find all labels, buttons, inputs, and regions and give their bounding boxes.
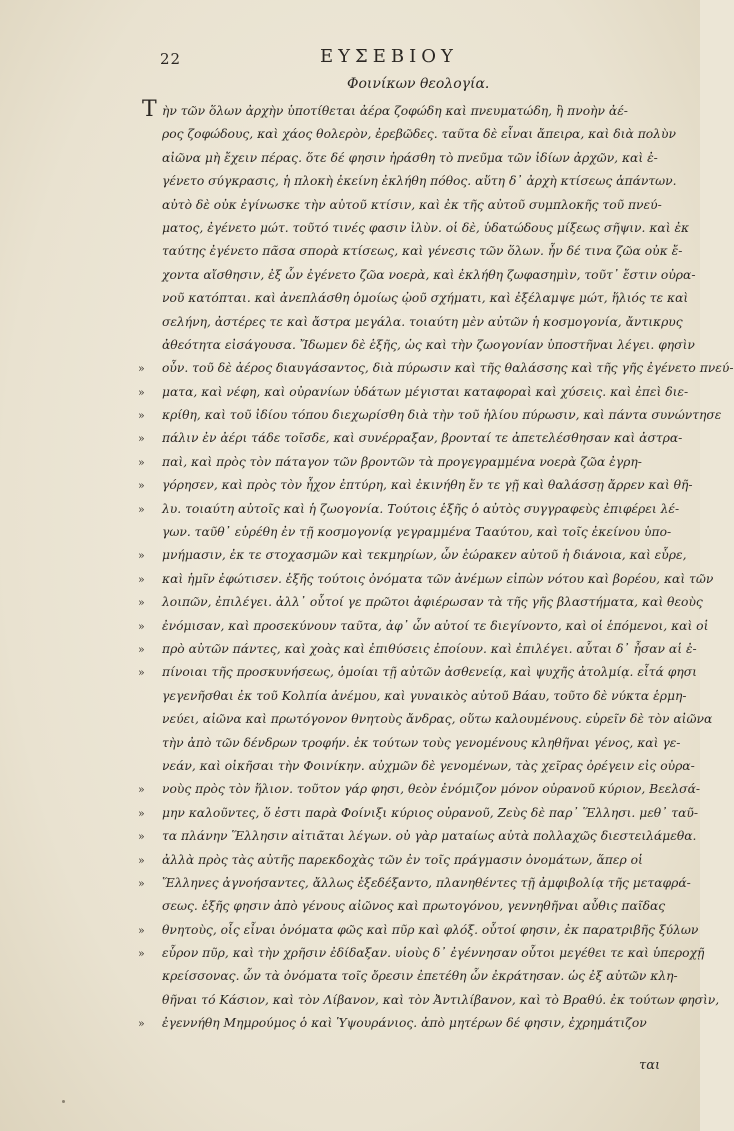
text-line: » οὖν. τοῦ δὲ ἀέρος διαυγάσαντος, διὰ πύρωσιν καὶ τῆς θαλάσσης καὶ τῆς γῆς ἐγένετο πνεύ- — [162, 357, 667, 380]
text-line: » λυ. τοιαύτη αὐτοῖς καὶ ἡ ζωογονία. Τούτοις ἑξῆς ὁ αὐτὸς συγγραφεὺς ἐπιφέρει λέ- — [162, 498, 667, 521]
text-line: ὴν τῶν ὅλων ἀρχὴν ὑποτίθεται ἀέρα ζοφώδη καὶ πνευματώδη, ἢ πνοὴν ἀέ- — [162, 104, 628, 118]
text-line: χοντα αἴσθησιν, ἐξ ὧν ἐγένετο ζῶα νοερὰ, καὶ ἐκλήθη ζωφασημὶν, τοῦτ᾽ ἔστιν οὐρα- — [162, 267, 696, 282]
text-line: » νοὺς πρὸς τὸν ἥλιον. τοῦτον γάρ φησι, θεὸν ἐνόμιζον μόνον οὐρανοῦ κύριον, Βεελσά- — [162, 778, 667, 801]
text-line: » ἐγεννήθη Μημρούμος ὁ καὶ Ὑψουράνιος. ἀπὸ μητέρων δέ φησιν, ἐχρημάτιζον — [162, 1012, 667, 1035]
text-line: νεύει, αἰῶνα καὶ πρωτόγονον θνητοὺς ἄνδρας, οὕτω καλουμένους. εὑρεῖν δὲ τὸν αἰῶνα — [162, 712, 713, 727]
text-line: » πίνοιαι τῆς προσκυνήσεως, ὁμοίαι τῇ αὐτῶν ἀσθενείᾳ, καὶ ψυχῆς ἀτολμίᾳ. εἶτά φησι — [162, 661, 667, 684]
text-line: ρος ζοφώδους, καὶ χάος θολερὸν, ἐρεβῶδες. ταῦτα δὲ εἶναι ἄπειρα, καὶ διὰ πολὺν — [162, 127, 676, 142]
text-line: νοῦ κατόπται. καὶ ἀνεπλάσθη ὁμοίως ᾠοῦ σχήματι, καὶ ἐξέλαμψε μώτ, ἥλιός τε καὶ — [162, 291, 689, 306]
page-number: 22 — [160, 50, 182, 68]
text-line: » παὶ, καὶ πρὸς τὸν πάταγον τῶν βροντῶν τὰ προγεγραμμένα νοερὰ ζῶα ἐγρη- — [162, 451, 667, 474]
text-line: ματος, ἐγένετο μώτ. τοῦτό τινές φασιν ἰλὺν. οἱ δὲ, ὑδατώδους μίξεως σῆψιν. καὶ ἐκ — [162, 220, 690, 235]
text-line: » ματα, καὶ νέφη, καὶ οὐρανίων ὑδάτων μέγισται καταφοραὶ καὶ χύσεις. καὶ ἐπεὶ διε- — [162, 381, 667, 404]
text-line: ἀθεότητα εἰσάγουσα. Ἴδωμεν δὲ ἑξῆς, ὡς καὶ τὴν ζωογονίαν ὑποστῆναι λέγει. φησὶν — [162, 337, 695, 352]
section-title: Φοινίκων θεολογία. — [347, 76, 490, 92]
text-line: ταύτης ἐγένετο πᾶσα σπορὰ κτίσεως, καὶ γένεσις τῶν ὅλων. ἦν δέ τινα ζῶα οὐκ ἔ- — [162, 244, 683, 259]
text-line: » πάλιν ἐν ἀέρι τάδε τοῖσδε, καὶ συνέρραξαν, βρονταί τε ἀπετελέσθησαν καὶ ἀστρα- — [162, 427, 667, 450]
text-line: » μνήμασιν, ἐκ τε στοχασμῶν καὶ τεκμηρίων, ὧν ἑώρακεν αὐτοῦ ἡ διάνοια, καὶ εὗρε, — [162, 544, 667, 567]
text-line: » εὗρον πῦρ, καὶ τὴν χρῆσιν ἐδίδαξαν. υἱοὺς δ᾽ ἐγέννησαν οὗτοι μεγέθει τε καὶ ὑπεροχῇ — [162, 942, 667, 965]
text-line: » τα πλάνην Ἕλλησιν αἰτιᾶται λέγων. οὐ γὰρ ματαίως αὐτὰ πολλαχῶς διεστειλάμεθα. — [162, 825, 667, 848]
text-line: νεάν, καὶ οἰκῆσαι τὴν Φοινίκην. αὐχμῶν δὲ γενομένων, τὰς χεῖρας ὀρέγειν εἰς οὐρα- — [162, 758, 695, 773]
text-line: » ἀλλὰ πρὸς τὰς αὐτῆς παρεκδοχὰς τῶν ἐν τοῖς πράγμασιν ὀνομάτων, ἅπερ οἱ — [162, 849, 667, 872]
text-line: σεως. ἑξῆς φησιν ἀπὸ γένους αἰῶνος καὶ πρωτογόνου, γεννηθῆναι αὖθις παῖδας — [162, 899, 666, 914]
text-line: » μην καλοῦντες, ὅ ἐστι παρὰ Φοίνιξι κύριος οὐρανοῦ, Ζεὺς δὲ παρ᾽ Ἕλλησι. μεθ᾽ ταῦ- — [162, 802, 667, 825]
drop-initial: T — [142, 97, 157, 122]
text-line: » θνητοὺς, οἷς εἶναι ὀνόματα φῶς καὶ πῦρ καὶ φλόξ. οὗτοί φησιν, ἐκ παρατριβῆς ξύλων — [162, 919, 667, 942]
body-text — [162, 100, 734, 1036]
text-line: » Ἕλληνες ἀγνοήσαντες, ἄλλως ἐξεδέξαντο, πλανηθέντες τῇ ἀμφιβολίᾳ τῆς μεταφρά- — [162, 872, 667, 895]
text-line: αὐτὸ δὲ οὐκ ἐγίνωσκε τὴν αὐτοῦ κτίσιν, καὶ ἐκ τῆς αὐτοῦ συμπλοκῆς τοῦ πνεύ- — [162, 197, 662, 212]
text-line: γένετο σύγκρασις, ἡ πλοκὴ ἐκείνη ἐκλήθη πόθος. αὕτη δ᾽ ἀρχὴ κτίσεως ἁπάντων. — [162, 174, 677, 189]
running-head: ΕΥΣΕΒΙΟΥ — [320, 46, 458, 67]
text-line: αἰῶνα μὴ ἔχειν πέρας. ὅτε δέ φησιν ἠράσθη τὸ πνεῦμα τῶν ἰδίων ἀρχῶν, καὶ ἐ- — [162, 150, 658, 165]
text-line: σελήνη, ἀστέρες τε καὶ ἄστρα μεγάλα. τοιαύτη μὲν αὐτῶν ἡ κοσμογονία, ἄντικρυς — [162, 314, 683, 329]
text-line: » ἐνόμισαν, καὶ προσεκύνουν ταῦτα, ἀφ᾽ ὧν αὐτοί τε διεγίνοντο, καὶ οἱ ἑπόμενοι, καὶ οἱ — [162, 615, 667, 638]
text-line: » πρὸ αὐτῶν πάντες, καὶ χοὰς καὶ ἐπιθύσεις ἐποίουν. καὶ ἐπιλέγει. αὗται δ᾽ ἦσαν αἱ ἐ- — [162, 638, 667, 661]
text-line: κρείσσονας. ὧν τὰ ὀνόματα τοῖς ὄρεσιν ἐπετέθη ὧν ἐκράτησαν. ὡς ἐξ αὐτῶν κλη- — [162, 969, 678, 984]
ink-smudge — [62, 1100, 65, 1103]
text-line: θῆναι τό Κάσιον, καὶ τὸν Λίβανον, καὶ τὸν Ἀντιλίβανον, καὶ τὸ Βραθύ. ἐκ τούτων φησὶν, — [162, 992, 720, 1007]
text-line: γων. ταῦθ᾽ εὑρέθη ἐν τῇ κοσμογονίᾳ γεγραμμένα Τααύτου, καὶ τοῖς ἐκείνου ὑπο- — [162, 525, 672, 540]
text-line: » γόρησεν, καὶ πρὸς τὸν ἦχον ἐπτύρη, καὶ ἐκινήθη ἔν τε γῇ καὶ θαλάσσῃ ἄρρεν καὶ θῆ- — [162, 474, 667, 497]
text-line: τὴν ἀπὸ τῶν δένδρων τροφήν. ἐκ τούτων τοὺς γενομένους κληθῆναι γένος, καὶ γε- — [162, 735, 681, 750]
catchword: ται — [639, 1058, 661, 1073]
text-line: » λοιπῶν, ἐπιλέγει. ἀλλ᾽ οὗτοί γε πρῶτοι ἀφιέρωσαν τὰ τῆς γῆς βλαστήματα, καὶ θεοὺς — [162, 591, 667, 614]
text-line: » καὶ ἡμῖν ἐφώτισεν. ἑξῆς τούτοις ὀνόματα τῶν ἀνέμων εἰπὼν νότου καὶ βορέου, καὶ τῶν — [162, 568, 667, 591]
text-line: » κρίθη, καὶ τοῦ ἰδίου τόπου διεχωρίσθη διὰ τὴν τοῦ ἡλίου πύρωσιν, καὶ πάντα συνώντησε — [162, 404, 667, 427]
text-line: γεγενῆσθαι ἐκ τοῦ Κολπία ἀνέμου, καὶ γυναικὸς αὐτοῦ Βάαυ, τοῦτο δὲ νύκτα ἑρμη- — [162, 688, 687, 703]
